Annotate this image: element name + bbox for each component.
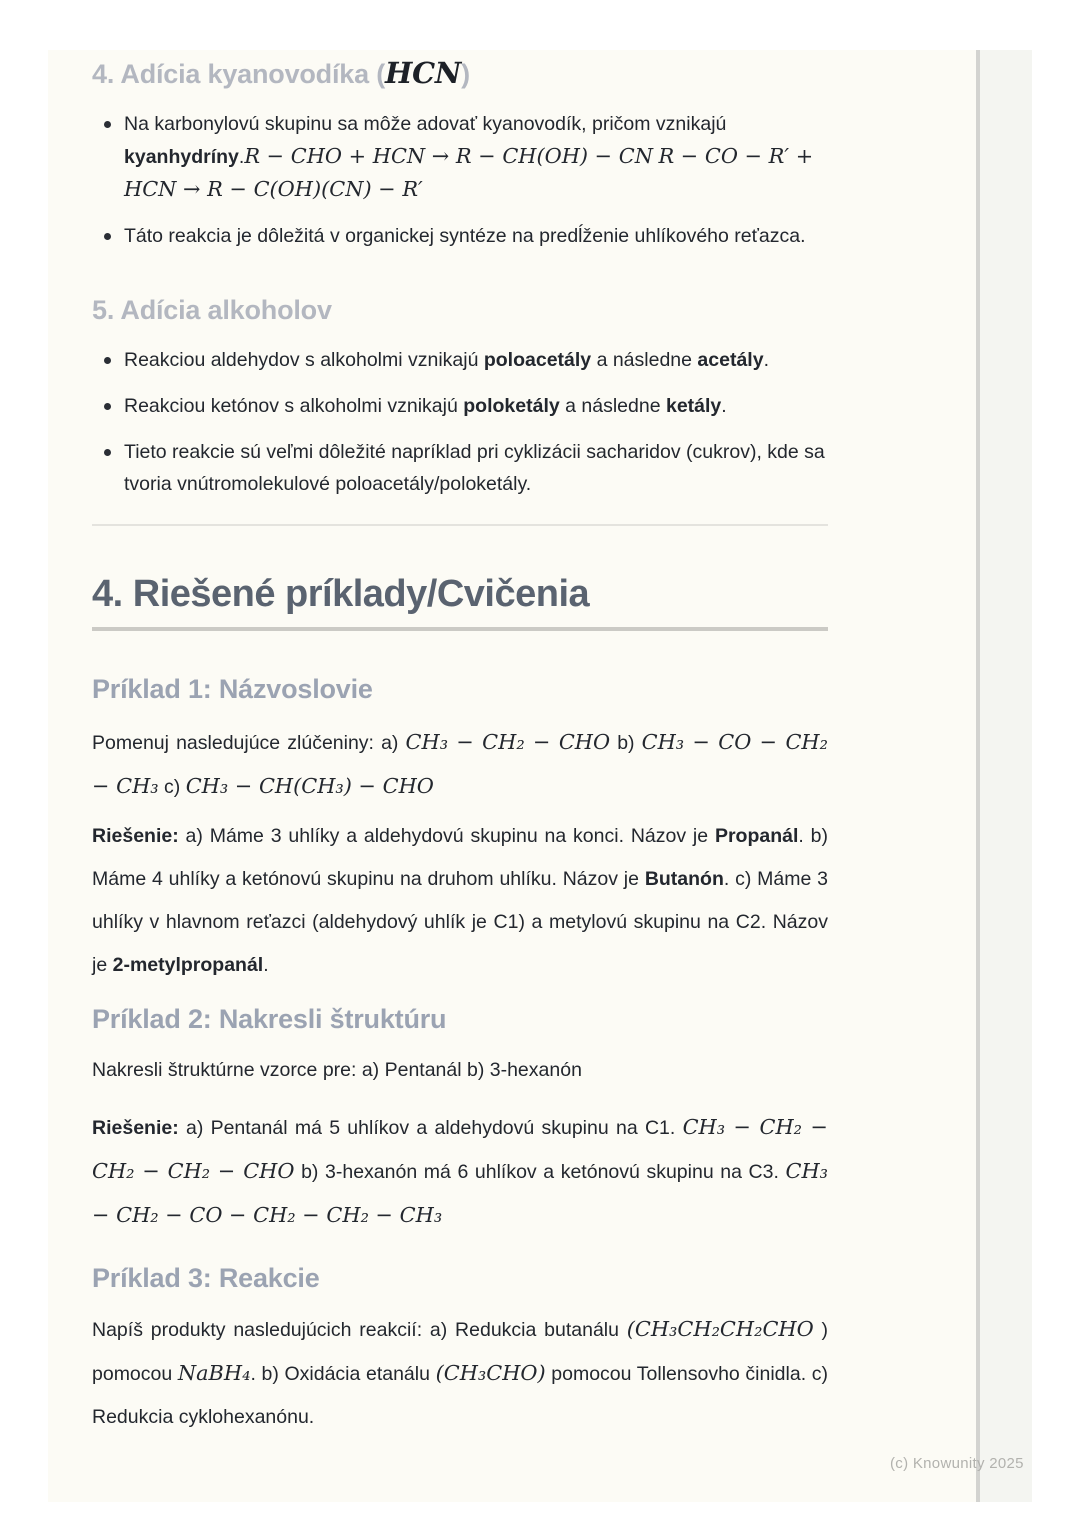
example3-heading: [92, 1260, 828, 1296]
math-hcn-formula: HCN: [385, 56, 462, 90]
text-run: Tieto reakcie sú veľmi dôležité napríklad pri cyklizácii sacharidov (cukrov), kde sa tvoria vnútromolekulové poloacetály/poloketály.: [124, 441, 825, 495]
example1-task: [92, 721, 828, 809]
text-run: ): [461, 59, 470, 89]
text-run: Príklad 1: Názvoslovie: [92, 674, 373, 704]
list-item: [92, 220, 828, 252]
bold-term: acetály: [697, 349, 764, 371]
text-run: Príklad 3: Reakcie: [92, 1263, 320, 1293]
text-run: Táto reakcia je dôležitá v organickej syntéze na predĺženie uhlíkového reťazca.: [124, 225, 806, 247]
text-run: Napíš produkty nasledujúcich reakcií: a) Redukcia butanálu: [92, 1319, 627, 1341]
title-underline: [92, 627, 828, 631]
text-run: Nakresli štruktúrne vzorce pre: a) Pentanál b) 3-hexanón: [92, 1059, 582, 1081]
text-run: b): [610, 732, 642, 754]
bold-term: ketály: [665, 395, 722, 417]
text-run: . c) Máme 3 uhlíky v hlavnom reťazci (aldehydový uhlík je C1) a metylovú skupinu na C2. Názov je: [92, 868, 829, 976]
examples-title: [92, 570, 828, 618]
list-item: [92, 436, 828, 500]
text-run: . b) Máme 4 uhlíky a ketónovú skupinu na druhom uhlíku. Názov je: [92, 825, 828, 890]
document-card: [48, 50, 976, 1502]
bold-term: kyanhydríny: [124, 146, 239, 168]
bold-term: poloketály: [463, 395, 560, 417]
solution-label: Riešenie:: [92, 825, 179, 847]
alcohols-bullet-list: [92, 344, 828, 500]
text-run: ) pomocou: [92, 1319, 828, 1385]
text-run: Príklad 2: Nakresli štruktúru: [92, 1004, 447, 1034]
bold-term: Butanón: [644, 868, 724, 890]
example1-solution: [92, 815, 828, 987]
text-run: .: [721, 395, 727, 417]
section-heading-hcn: [92, 55, 828, 92]
text-run: Reakciou aldehydov s alkoholmi vznikajú: [124, 349, 484, 371]
text-run: Pomenuj nasledujúce zlúčeniny: a): [92, 732, 406, 754]
solution-label: Riešenie:: [92, 1117, 179, 1139]
section-heading-alcohols: [92, 292, 828, 328]
example1-heading: [92, 671, 828, 707]
bold-term: Propanál: [714, 825, 799, 847]
text-run: 5. Adícia alkoholov: [92, 295, 332, 325]
math-formula: CH₃ − CO − CH₂ − CH₃: [92, 730, 828, 798]
text-run: . b) Oxidácia etanálu: [250, 1363, 436, 1385]
math-formula: CH₃ − CH₂ − CH₂ − CH₂ − CHO: [92, 1115, 828, 1183]
text-run: c): [158, 776, 186, 798]
text-run: a následne: [559, 395, 666, 417]
bold-term: 2-metylpropanál: [112, 954, 264, 976]
text-run: .: [763, 349, 769, 371]
math-formula: (CH₃CHO): [435, 1361, 546, 1385]
math-formula: CH₃ − CH₂ − CO − CH₂ − CH₂ − CH₃: [92, 1159, 829, 1227]
text-run: 4. Adícia kyanovodíka (: [92, 59, 386, 89]
text-run: .: [238, 146, 245, 168]
text-run: 4. Riešené príklady/Cvičenia: [92, 573, 590, 615]
example2-task: [92, 1049, 828, 1092]
text-run: Na karbonylovú skupinu sa môže adovať kyanovodík, pričom vznikajú: [124, 113, 727, 135]
text-run: .: [263, 954, 269, 976]
page-edge-strip: [976, 50, 1032, 1502]
text-run: a) Pentanál má 5 uhlíkov a aldehydovú skupinu na C1.: [178, 1117, 683, 1139]
example2-heading: [92, 1001, 828, 1037]
example3-task: [92, 1308, 828, 1439]
math-formula: CH₃ − CH(CH₃) − CHO: [185, 774, 434, 798]
list-item: [92, 344, 828, 376]
text-run: a následne: [591, 349, 698, 371]
math-formula: (CH₃CH₂CH₂CHO: [626, 1317, 814, 1341]
text-run: (c) Knowunity 2025: [890, 1455, 1024, 1472]
text-run: b) 3-hexanón má 6 uhlíkov a ketónovú skupinu na C3.: [294, 1161, 786, 1183]
section-divider: [92, 524, 828, 526]
text-run: Reakciou ketónov s alkoholmi vznikajú: [124, 395, 464, 417]
math-formula: CH₃ − CH₂ − CHO: [405, 730, 611, 754]
example2-solution: [92, 1106, 828, 1238]
bold-term: poloacetály: [483, 349, 592, 371]
hcn-bullet-list: [92, 108, 828, 252]
footer-watermark: [890, 1455, 1024, 1472]
math-formula: R − CO − R′ + HCN → R − C(OH)(CN) − R′: [124, 144, 814, 201]
list-item: [92, 108, 828, 206]
math-formula: R − CHO + HCN → R − CH(OH) − CN: [244, 144, 654, 168]
math-formula: NaBH₄: [177, 1361, 251, 1385]
text-run: a) Máme 3 uhlíky a aldehydovú skupinu na konci. Názov je: [178, 825, 715, 847]
text-run: pomocou Tollensovho činidla. c) Redukcia cyklohexanónu.: [92, 1363, 828, 1428]
list-item: [92, 390, 828, 422]
